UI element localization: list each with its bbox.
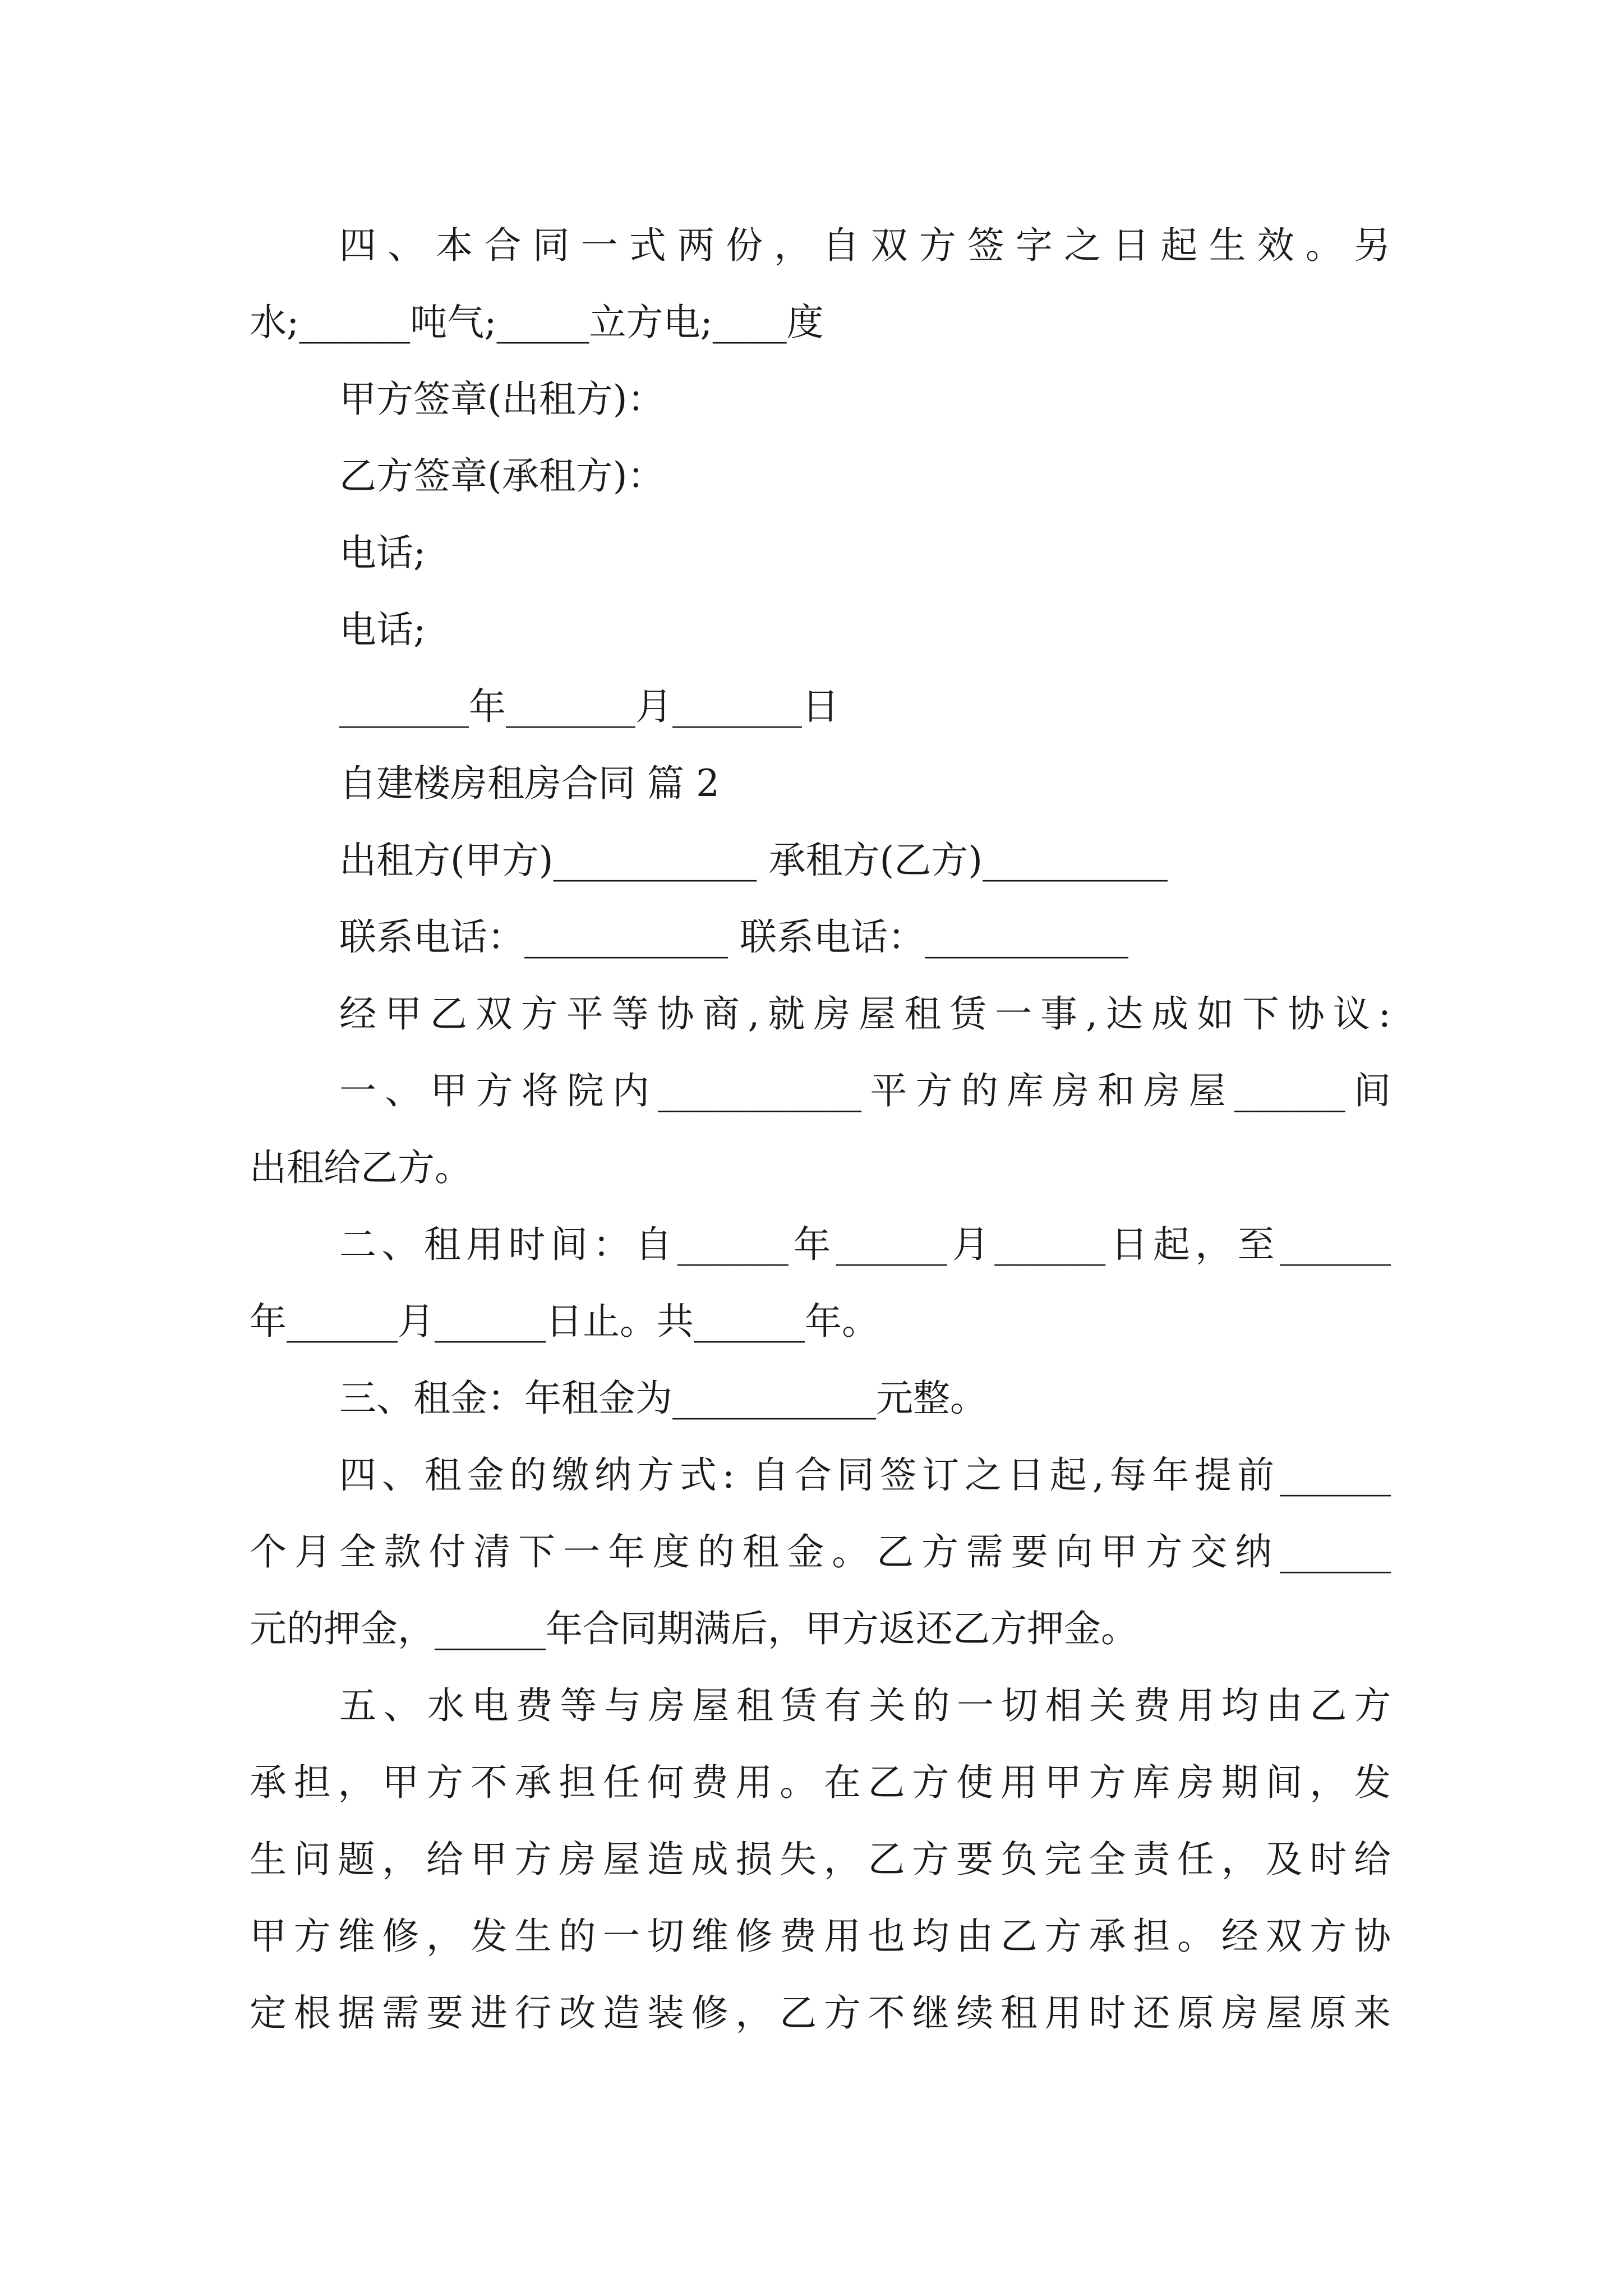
text-line: 二、租用时间：自______年______月______日起，至______ xyxy=(339,1223,1391,1266)
text-line: 甲方维修，发生的一切维修费用也均由乙方承担。经双方协 xyxy=(250,1915,1391,1958)
text-line: 生问题，给甲方房屋造成损失，乙方要负完全责任，及时给 xyxy=(250,1838,1391,1881)
text-line: 乙方签章(承租方)： xyxy=(339,454,665,498)
date-line: _______年_______月_______日 xyxy=(339,685,839,728)
text-line: 经甲乙双方平等协商,就房屋租赁一事,达成如下协议: xyxy=(339,992,1391,1036)
text-line: 年______月______日止。共______年。 xyxy=(250,1300,879,1343)
text-line: 个月全款付清下一年度的租金。乙方需要向甲方交纳______ xyxy=(250,1530,1391,1573)
text-line: 联系电话：___________ 联系电话：___________ xyxy=(339,915,1128,959)
text-line: 四、租金的缴纳方式: 自合同签订之日起,每年提前______ xyxy=(339,1453,1391,1497)
text-line: 水;______吨气;_____立方电;____度 xyxy=(250,301,824,344)
section-heading: 自建楼房租房合同 篇 2 xyxy=(339,762,720,805)
text-line: 出租方(甲方)___________ 承租方(乙方)__________ xyxy=(339,839,1168,882)
text-line: 元的押金，______年合同期满后，甲方返还乙方押金。 xyxy=(250,1607,1138,1650)
text-line: 电话; xyxy=(339,608,426,651)
text-line: 四、本合同一式两份，自双方签字之日起生效。另 xyxy=(339,224,1391,267)
text-line: 定根据需要进行改造装修，乙方不继续租用时还原房屋原来 xyxy=(250,1991,1391,2035)
text-line: 一、甲方将院内___________平方的库房和房屋______间 xyxy=(339,1069,1391,1112)
text-line: 电话; xyxy=(339,531,426,574)
text-line: 承担，甲方不承担任何费用。在乙方使用甲方库房期间，发 xyxy=(250,1761,1391,1804)
text-line: 三、租金：年租金为___________元整。 xyxy=(339,1377,987,1420)
text-line: 五、水电费等与房屋租赁有关的一切相关费用均由乙方 xyxy=(339,1684,1391,1727)
text-line: 出租给乙方。 xyxy=(250,1146,472,1189)
text-line: 甲方签章(出租方)： xyxy=(339,378,665,421)
